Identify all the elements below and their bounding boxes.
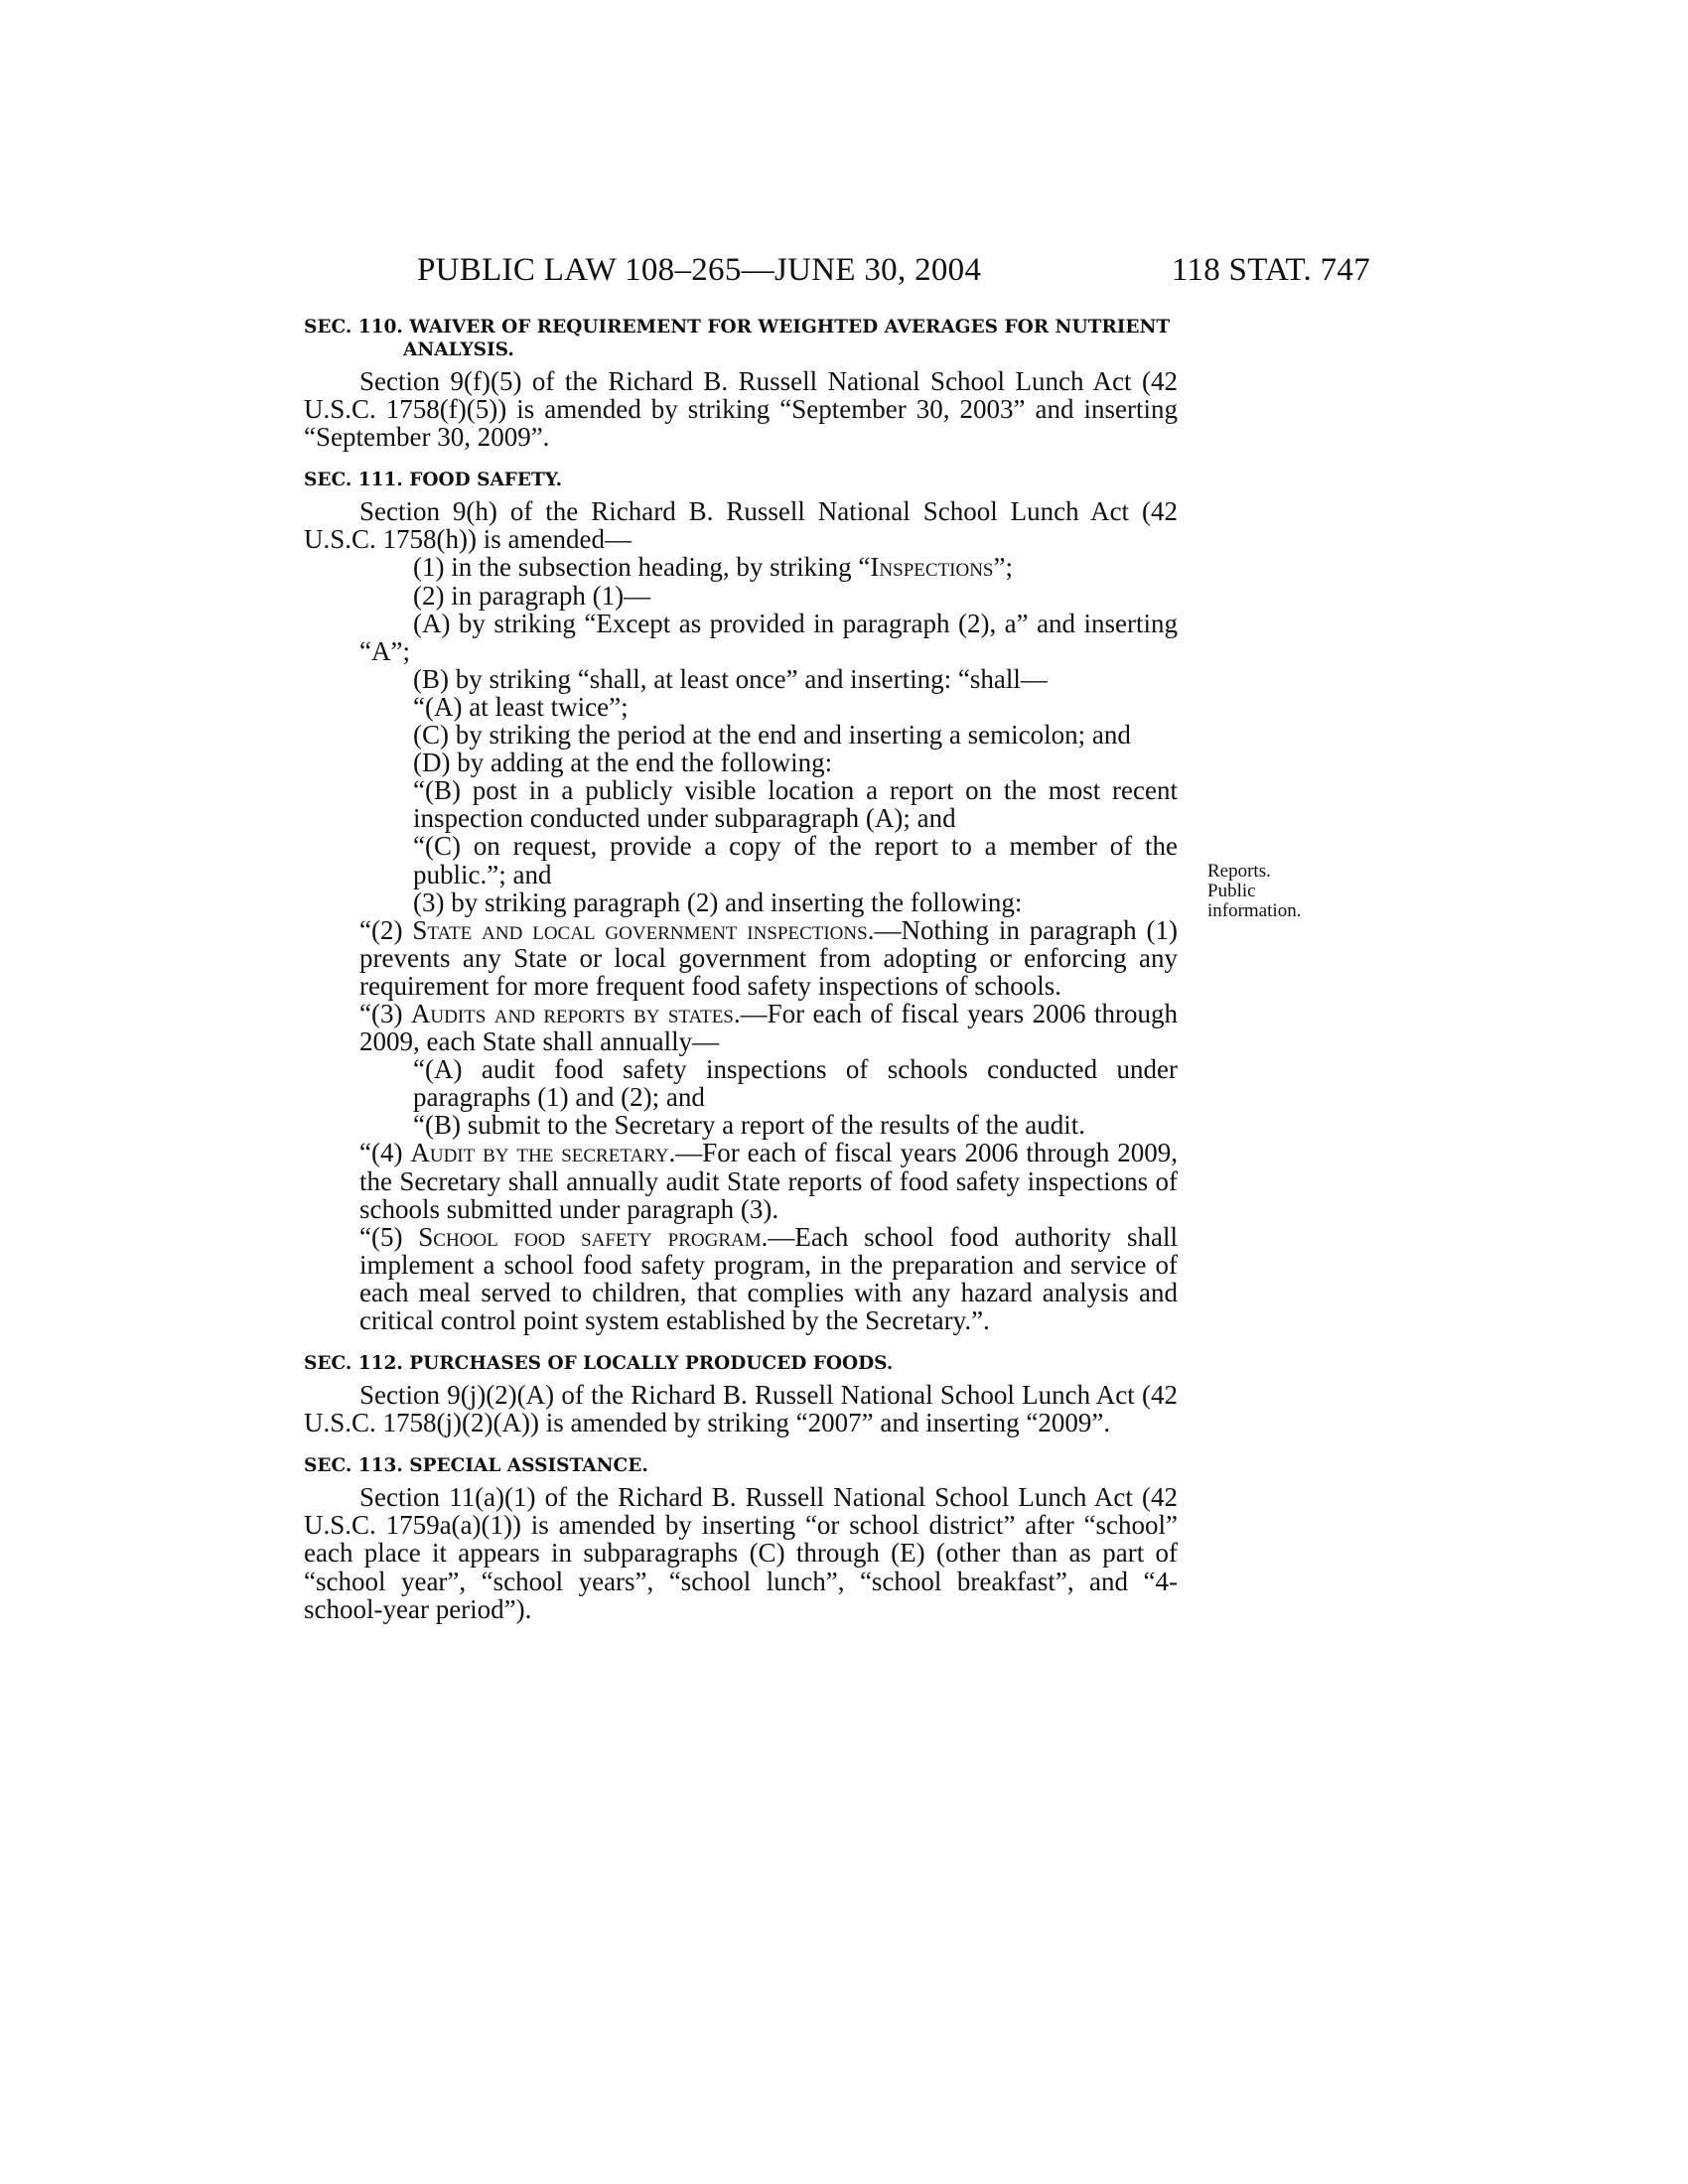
sec-111-para-3b: “(B) submit to the Secretary a report of the results of the audit.	[413, 1110, 1086, 1141]
sec-111-para-4	[304, 1139, 1178, 1222]
sec-113-heading: SEC. 113. SPECIAL ASSISTANCE.	[304, 1455, 648, 1477]
running-head	[417, 250, 1370, 290]
para-4-text: .—For each of fiscal years 2006 through 2009, the Secretary shall annually audit State reports of food safety inspections of schools submitted under paragraph (3).	[359, 1138, 1179, 1224]
para-5-number: “(5)	[359, 1221, 419, 1252]
para-2-text: .—Nothing in paragraph (1) prevents any State or local government from adopting or enforcing any requirement for more frequent food safety inspections of schools.	[359, 914, 1179, 1001]
stat-page-number: 118 STAT. 747	[1171, 252, 1370, 288]
para-4-number: “(4)	[359, 1138, 411, 1168]
item-2a-text: (A) by striking “Except as provided in paragraph (2), a” and inserting “A”;	[359, 608, 1178, 666]
sec-111-para-3a: “(A) audit food safety inspections of schools conducted under paragraphs (1) and (2); and	[413, 1054, 1178, 1113]
sec-111-item-1	[304, 553, 1178, 581]
body-text	[304, 316, 1178, 1623]
margin-note-public-information: Public information.	[1207, 881, 1302, 921]
sec-111-item-2a	[304, 610, 1178, 665]
law-title: PUBLIC LAW 108–265—JUNE 30, 2004	[417, 252, 982, 288]
sec-111-item-2d: (D) by adding at the end the following:	[413, 748, 833, 778]
item-1-text-start: (1) in the subsection heading, by striking “	[413, 552, 871, 583]
sec-111-para-5	[304, 1223, 1178, 1334]
para-4-heading: Audit by the secretary	[410, 1138, 669, 1168]
para-3-text: .—For each of fiscal years 2006 through 2009, each State shall annually—	[359, 998, 1178, 1057]
sec-113-body: Section 11(a)(1) of the Richard B. Russell National School Lunch Act (42 U.S.C. 1759a(a)(1)) is amended by inserting “or school district” after “school” each place it appears in subparagraphs (C) through (E) (other than as part of “school year”, “school years”, “school lunch”, “school breakfast”, and “4-school-year period”).	[304, 1482, 1178, 1624]
sec-111-para-3	[304, 1000, 1178, 1055]
margin-note	[1207, 862, 1336, 921]
sec-111-heading: SEC. 111. FOOD SAFETY.	[304, 470, 563, 491]
para-2-heading: State and local government inspections	[412, 914, 868, 945]
para-3-number: “(3)	[359, 998, 411, 1028]
sec-111-item-3: (3) by striking paragraph (2) and inserting the following:	[413, 887, 1023, 917]
sec-112-heading: SEC. 112. PURCHASES OF LOCALLY PRODUCED FOODS.	[304, 1353, 894, 1375]
sec-111-intro: Section 9(h) of the Richard B. Russell National School Lunch Act (42 U.S.C. 1758(h)) is amended—	[304, 496, 1178, 555]
sec-111-quote-c: “(C) on request, provide a copy of the report to a member of the public.”; and	[413, 831, 1178, 889]
para-2-number: “(2)	[359, 914, 413, 945]
item-2b-text: (B) by striking “shall, at least once” and inserting: “shall—	[413, 663, 1048, 694]
sec-111-item-2b	[304, 665, 1178, 693]
sec-111-para-2	[304, 916, 1178, 1000]
item-1-text-end: ”;	[993, 552, 1013, 583]
sec-112-body: Section 9(j)(2)(A) of the Richard B. Russell National School Lunch Act (42 U.S.C. 1758(j)(2)(A)) is amended by striking “2007” and inserting “2009”.	[304, 1380, 1178, 1438]
item-1-small-caps: Inspections	[870, 552, 994, 583]
sec-111-quote-b: “(B) post in a publicly visible location a report on the most recent inspection conducted under subparagraph (A); and	[413, 775, 1178, 834]
para-5-text: .—Each school food authority shall implement a school food safety program, in the preparation and service of each meal served to children, that complies with any hazard analysis and critical control point system established by the Secretary.”.	[359, 1221, 1179, 1335]
sec-111-item-2c: (C) by striking the period at the end and inserting a semicolon; and	[413, 720, 1131, 751]
sec-111-item-2: (2) in paragraph (1)—	[413, 580, 651, 611]
sec-111-item-2b-quote: “(A) at least twice”;	[413, 691, 629, 722]
sec-110-heading: SEC. 110. WAIVER OF REQUIREMENT FOR WEIGHTED AVERAGES FOR NUTRIENT ANALYSIS.	[304, 317, 1171, 360]
para-5-heading: School food safety program	[418, 1221, 762, 1252]
margin-note-reports: Reports.	[1207, 861, 1271, 882]
para-3-heading: Audits and reports by states	[410, 998, 734, 1028]
sec-110-body: Section 9(f)(5) of the Richard B. Russell National School Lunch Act (42 U.S.C. 1758(f)(5)) is amended by striking “September 30, 2003” and inserting “September 30, 2009”.	[304, 366, 1178, 453]
